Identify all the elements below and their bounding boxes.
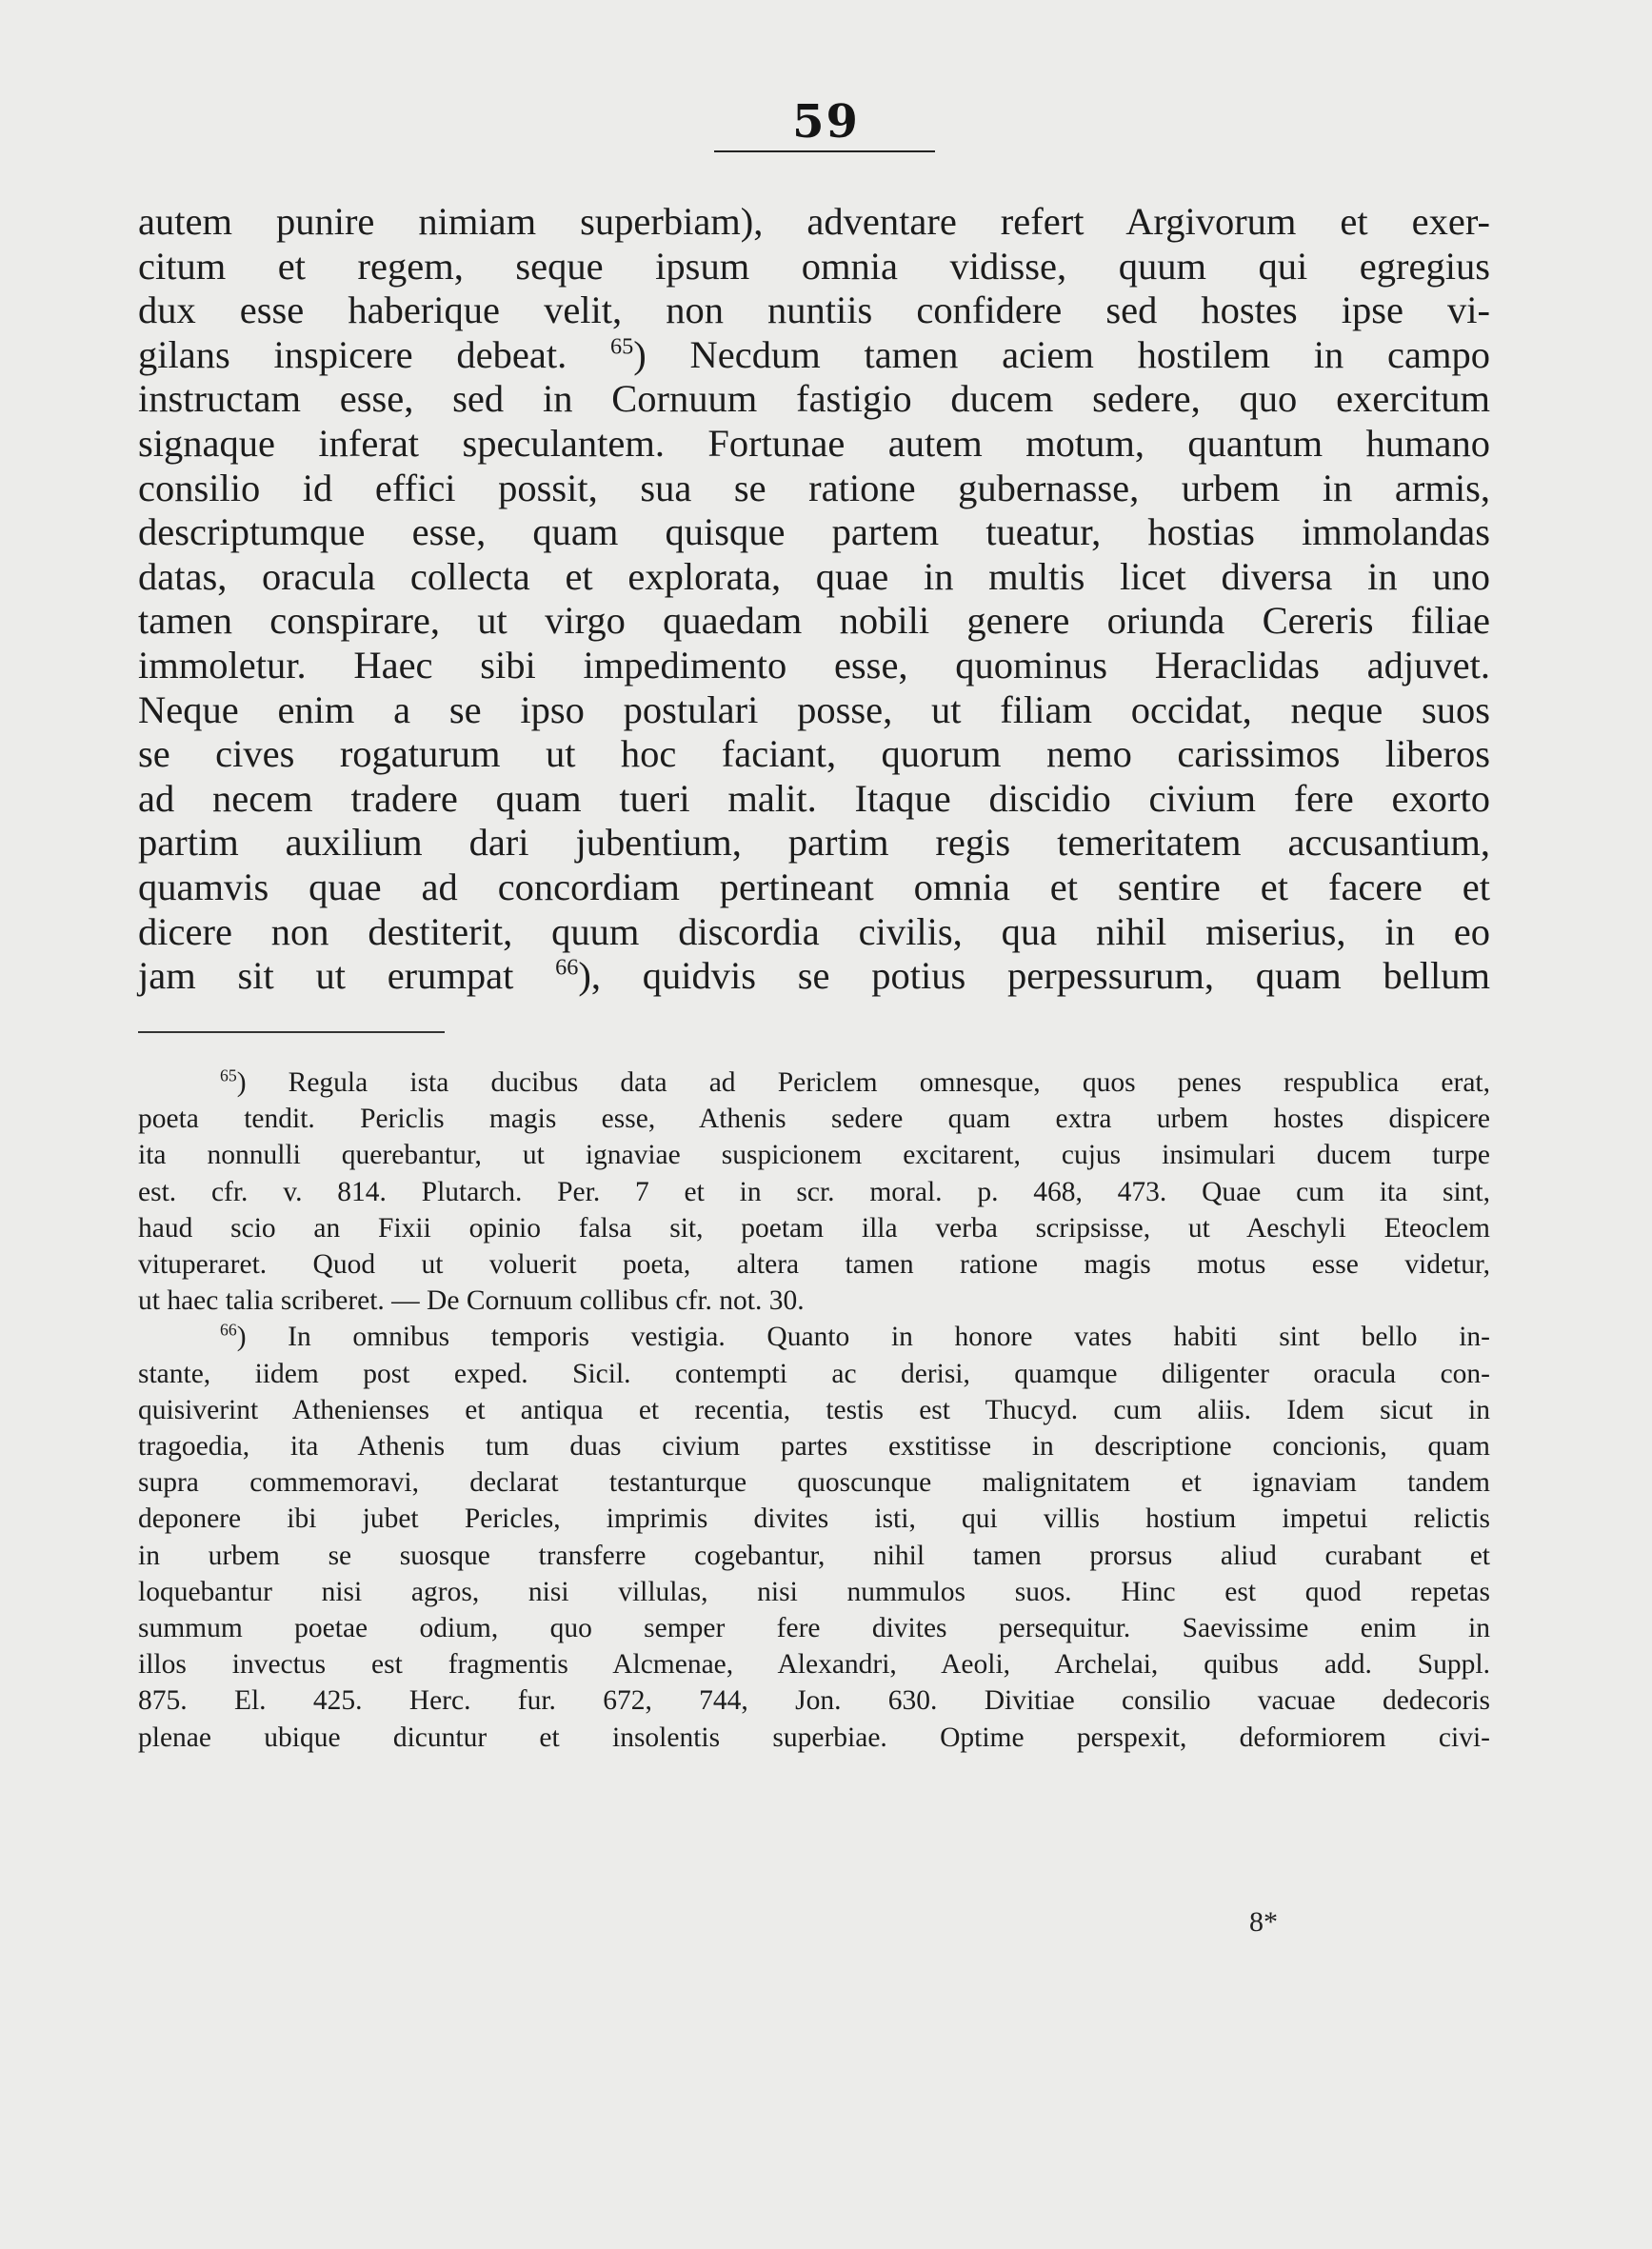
page-number: 59 (792, 95, 860, 149)
printer-signature: 8* (1249, 1906, 1278, 1938)
text-line: citum et regem, seque ipsum omnia vidisse, quum qui egregius (138, 244, 1490, 288)
footnote-marker: 66 (220, 1320, 237, 1340)
text-segment: ) In omnibus temporis vestigia. Quanto in honore vates habiti sint bello in- (236, 1322, 1490, 1353)
text-line: instructam esse, sed in Cornuum fastigio ducem sedere, quo exercitum (138, 377, 1490, 421)
text-line: se cives rogaturum ut hoc faciant, quorum nemo carissimos liberos (138, 732, 1490, 776)
footnote-line: loquebantur nisi agros, nisi villulas, nisi nummulos suos. Hinc est quod repetas (138, 1576, 1490, 1607)
text-segment: gilans inspicere debeat. (138, 332, 567, 376)
footnote-line: tragoedia, ita Athenis tum duas civium partes exstitisse in descriptione concionis, quam (138, 1431, 1490, 1463)
text-segment: Necdum tamen aciem hostilem in campo (689, 332, 1490, 376)
footnote-line (138, 1319, 1490, 1355)
footnote-ref-66[interactable]: 66 (555, 954, 579, 981)
footnote-separator (138, 1031, 445, 1033)
text-line: descriptumque esse, quam quisque partem tueatur, hostias immolandas (138, 510, 1490, 554)
text-line: immoletur. Haec sibi impedimento esse, quominus Heraclidas adjuvet. (138, 643, 1490, 687)
text-line: dux esse haberique velit, non nuntiis confidere sed hostes ipse vi- (138, 289, 1490, 332)
text-line: partim auxilium dari jubentium, partim regis temeritatem accusantium, (138, 821, 1490, 865)
footnote-line: summum poetae odium, quo semper fere divites persequitur. Saevissime enim in (138, 1613, 1490, 1644)
footnote-ref-65[interactable]: 65 (609, 333, 634, 360)
text-line: quamvis quae ad concordiam pertineant omnia et sentire et facere et (138, 865, 1490, 908)
text-segment: jam sit ut erumpat (138, 954, 514, 998)
text-line: autem punire nimiam superbiam), adventare refert Argivorum et exer- (138, 200, 1490, 243)
footnote-line: plenae ubique dicuntur et insolentis superbiae. Optime perspexit, deformiorem civi- (138, 1722, 1490, 1753)
header-rule (714, 150, 935, 152)
text-line: dicere non destiterit, quum discordia civilis, qua nihil miserius, in eo (138, 909, 1490, 953)
text-line: datas, oracula collecta et explorata, quae in multis licet diversa in uno (138, 554, 1490, 598)
footnote-line (138, 1065, 1490, 1101)
footnote-line: poeta tendit. Periclis magis esse, Athenis sedere quam extra urbem hostes dispicere (138, 1104, 1490, 1135)
footnote-line: ita nonnulli querebantur, ut ignaviae suspicionem excitarent, cujus insimulari ducem turpe (138, 1140, 1490, 1171)
main-text (138, 200, 1490, 999)
text-segment: ) Regula ista ducibus data ad Periclem omnesque, quos penes respublica erat, (236, 1067, 1490, 1098)
footnote-line: vituperaret. Quod ut voluerit poeta, altera tamen ratione magis motus esse videtur, (138, 1249, 1490, 1281)
footnote-line: in urbem se suosque transferre cogebantur, nihil tamen prorsus aliud curabant et (138, 1540, 1490, 1571)
text-segment: ), quidvis se potius perpessurum, quam bellum (578, 954, 1490, 998)
text-line: ad necem tradere quam tueri malit. Itaque discidio civium fere exorto (138, 776, 1490, 820)
footnote-line: quisiverint Athenienses et antiqua et recentia, testis est Thucyd. cum aliis. Idem sicut in (138, 1394, 1490, 1425)
footnote-line: 875. El. 425. Herc. fur. 672, 744, Jon. 630. Divitiae consilio vacuae dedecoris (138, 1685, 1490, 1717)
footnote-66 (138, 1319, 1490, 1755)
footnote-line: haud scio an Fixii opinio falsa sit, poetam illa verba scripsisse, ut Aeschyli Eteoclem (138, 1212, 1490, 1244)
text-line: Neque enim a se ipso postulari posse, ut filiam occidat, neque suos (138, 687, 1490, 731)
footnote-line: deponere ibi jubet Pericles, imprimis divites isti, qui villis hostium impetui relictis (138, 1503, 1490, 1535)
footnote-line: ut haec talia scriberet. — De Cornuum collibus cfr. not. 30. (138, 1285, 805, 1317)
footnote-65 (138, 1065, 1490, 1319)
footnote-line: illos invectus est fragmentis Alcmenae, Alexandri, Aeoli, Archelai, quibus add. Suppl. (138, 1649, 1490, 1681)
text-line-with-ref (138, 954, 1490, 999)
footnotes (138, 1065, 1490, 1756)
footnote-line: supra commemoravi, declarat testanturque quoscunque malignitatem et ignaviam tandem (138, 1467, 1490, 1499)
text-line: consilio id effici possit, sua se ratione gubernasse, urbem in armis, (138, 466, 1490, 509)
text-line: signaque inferat speculantem. Fortunae autem motum, quantum humano (138, 421, 1490, 465)
text-line-with-ref: gilans inspicere debeat. $^{65}$) Necdum tamen aciem hostilem in campo (138, 332, 1490, 376)
footnote-line: stante, iidem post exped. Sicil. contempti ac derisi, quamque diligenter oracula con- (138, 1358, 1490, 1389)
footnote-marker: 65 (220, 1065, 237, 1085)
footnote-line: est. cfr. v. 814. Plutarch. Per. 7 et in scr. moral. p. 468, 473. Quae cum ita sint, (138, 1176, 1490, 1207)
text-line: tamen conspirare, ut virgo quaedam nobili genere oriunda Cereris filiae (138, 599, 1490, 643)
